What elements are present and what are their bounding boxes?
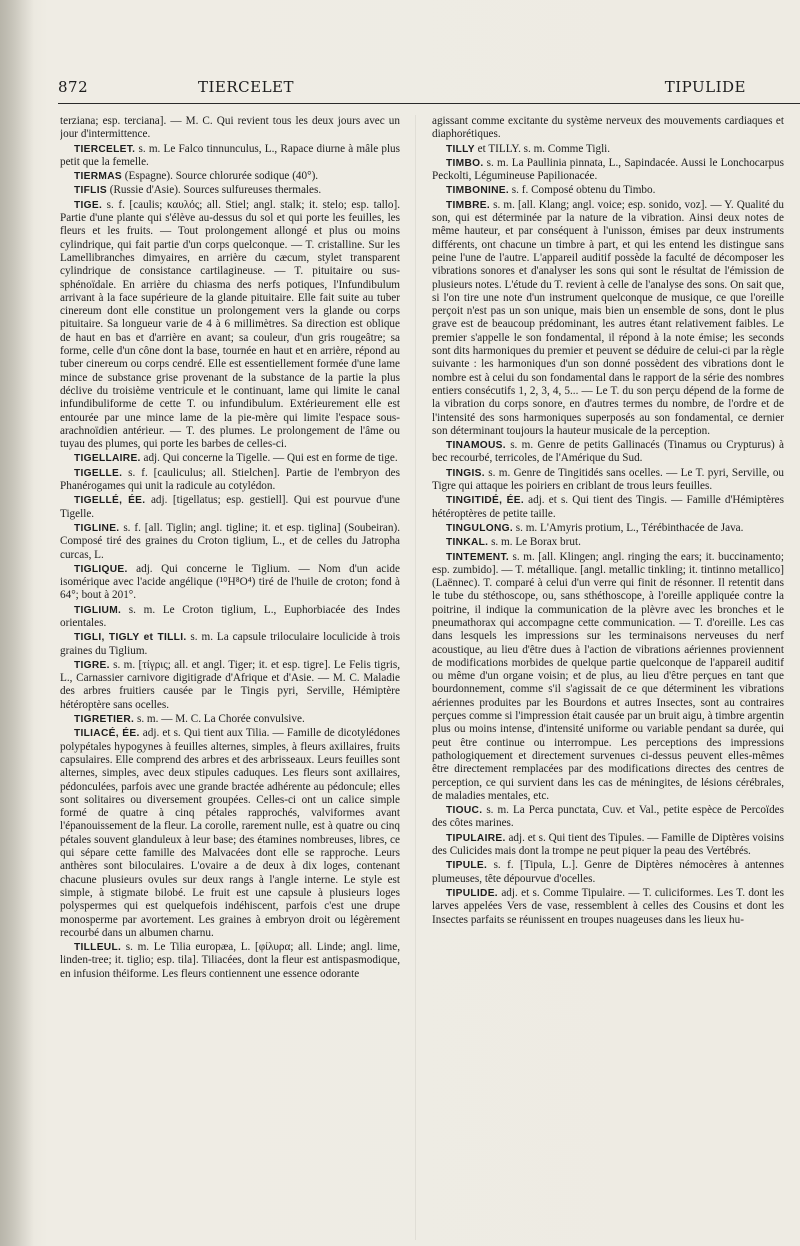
entry-text: s. f. [cauliculus; all. Stielchen]. Partie de l'embryon des Phanérogames qui unit la radicule au cotylédon.	[60, 466, 400, 493]
entry-text: s. m. La capsule triloculaire loculicide à trois graines du Tiglium.	[60, 631, 400, 657]
dictionary-entry	[432, 859, 784, 886]
dictionary-entry	[60, 522, 400, 562]
dictionary-entry	[432, 887, 784, 927]
dictionary-entry	[432, 143, 784, 156]
dictionary-entry	[432, 832, 784, 859]
entry-headword: TIGELLAIRE.	[74, 453, 141, 465]
entry-headword: TINGIS.	[446, 467, 485, 479]
dictionary-entry	[60, 941, 400, 981]
dictionary-entry	[60, 115, 400, 142]
dictionary-entry	[60, 143, 400, 170]
entry-headword: TINTEMENT.	[446, 551, 509, 563]
entry-text: terziana; esp. terciana]. — M. C. Qui revient tous les deux jours avec un jour d'intermittence.	[60, 115, 400, 141]
entry-headword: TINKAL.	[446, 537, 489, 549]
entry-text: agissant comme excitante du système nerveux des mouvements cardiaques et diaphorétiques.	[432, 115, 784, 141]
entry-headword: TINGITIDÉ, ÉE.	[446, 495, 524, 507]
dictionary-entry	[432, 522, 784, 535]
entry-text: adj. et s. Qui tient aux Tilia. — Famille de dicotylédones polypétales hypogynes à feuilles alternes, simples, à fleurs axillaires, fruits capsulaires. Elle comprend des arbres et des arbrisseaux. Leurs feuilles sont alternes, simples, avec deux stipules caduques. Les fleurs sont axillaires, pédonculées, parfois avec une grande bractée adhérente au pédoncule; elles sont solitaires ou diversement groupées. Celles-ci ont un calice simple formé de quatre à cinq pétales rapprochés, valviformes avant l'épanouissement de la fleur. La corolle, rarement nulle, est à quatre ou cinq pétales souvent glanduleux à leur base; des étamines nombreuses, libres, ce qui sépare cette famille des Malvacées dont elle se rapproche. Leurs anthères sont biloculaires. L'ovaire a de deux à dix loges, contenant chacune plusieurs ovules sur deux rangs à l'angle interne. Le style est simple, à stigmate bilobé. Le fruit est une capsule à plusieurs loges polyspermes qui est quelquefois indéhiscent, parfois c'est une drupe monosperme par avortement. Les graines à embryon droit ou légèrement recourbé dans un albumen charnu.	[60, 727, 400, 939]
entry-headword: TIFLIS	[74, 185, 107, 197]
entry-text: s. m. Le Croton tiglium, L., Euphorbiacée des Indes orientales.	[60, 603, 400, 629]
entry-headword: TIMBONINE.	[446, 185, 509, 197]
entry-headword: TIOUC.	[446, 805, 483, 817]
entry-headword: TIGLIUM.	[74, 604, 122, 616]
entry-headword: TILIACÉ, ÉE.	[74, 728, 140, 740]
entry-headword: TIMBO.	[446, 157, 484, 169]
entry-text: adj. [tigellatus; esp. gestiell]. Qui est pourvue d'une Tigelle.	[60, 494, 400, 520]
dictionary-entry	[60, 467, 400, 494]
entry-headword: TIGRETIER.	[74, 714, 135, 726]
entry-headword: TIPULE.	[446, 860, 488, 872]
entry-text: s. m. [all. Klingen; angl. ringing the ears; it. buccinamento; esp. zumbido]. — T. métallique. [angl. metallic tinkling; it. tintinno metallico] (Laënnec). T. comparé à celui d'un verre qui finit de résonner. Il retentit dans le tube du stéthoscope, ou, sans sthéthoscope, à l'oreille appliquée contre la poitrine, il indique la communication de la plèvre avec les bronches et le pneumathorax qui accompagne cette communication. — T. d'oreille. Les cas dans lesquels les impressions sur les terminaisons nerveuses du nerf acoustique, au lieu d'être dues à l'action de vibrations aériennes proviennent de modifications morbides de quelque partie quelconque de l'appareil auditif ou même d'un organe voisin; et de plus, au lieu d'être perçues en tant que bourdonnement, comme s'il s'agissait de ce que déterminent les vibrations aériennes produites par les Bourdons et autres Insectes, sont au contraires perçues comme si l'impression était causée par un bruit aigu, à timbre argentin plus ou moins intense, d'intensité uniforme ou variable pendant sa durée, qui peut être continue ou interrompue. Les perceptions des impressions pathologiquement et directement survenues ci-dessus peuvent elles-mêmes être directement remplacées par des modifications directes des centres de perception, ce qui survient dans les cas de méningites, de lésions cérébrales, de maladies mentales, etc.	[432, 550, 784, 802]
right-running-head: TIPULIDE	[664, 78, 746, 96]
entry-text: s. m. L'Amyris protium, L., Térébinthacée de Java.	[515, 521, 744, 534]
entry-headword: TIMBRE.	[446, 199, 490, 211]
entry-text: s. m. La Paullinia pinnata, L., Sapindacée. Aussi le Lonchocarpus Peckolti, Légumineuse Papilionacée.	[432, 156, 784, 183]
binding-shadow	[0, 0, 34, 1246]
header-rule	[58, 103, 800, 104]
dictionary-entry	[432, 536, 784, 549]
left-column	[60, 115, 400, 1240]
entry-headword: TIGLI, TIGLY et TILLI.	[74, 632, 187, 644]
page-number: 872	[58, 78, 89, 96]
entry-text: (Espagne). Source chlorurée sodique (40°).	[124, 170, 319, 183]
right-column	[432, 115, 784, 1240]
running-header	[58, 78, 794, 100]
dictionary-entry	[60, 170, 400, 183]
dictionary-entry	[432, 551, 784, 804]
entry-headword: TIPULIDE.	[446, 887, 498, 899]
entry-text: s. f. [Tipula, L.]. Genre de Diptères némocères à antennes plumeuses, tête dépourvue d'ocelles.	[432, 859, 784, 885]
dictionary-entry	[432, 115, 784, 142]
entry-headword: TIERMAS	[74, 171, 122, 183]
entry-headword: TINAMOUS.	[446, 440, 506, 452]
entry-headword: TIGLIQUE.	[74, 563, 128, 575]
entry-text: s. m. — M. C. La Chorée convulsive.	[136, 713, 305, 726]
entry-headword: TINGULONG.	[446, 522, 513, 534]
entry-text: s. f. [all. Tiglin; angl. tigline; it. et esp. tiglina] (Soubeiran). Composé tiré des graines du Croton tiglium, L., et de celles du Jatropha curcas, L.	[60, 521, 400, 561]
entry-text: s. f. Composé obtenu du Timbo.	[511, 184, 656, 197]
dictionary-entry	[432, 494, 784, 521]
entry-text: adj. Qui concerne le Tiglium. — Nom d'un acide isomérique avec l'acide angélique (¹⁰H⁸O⁴) tiré de l'huile de croton; fond à 64°; bout à 201°.	[60, 562, 400, 602]
entry-headword: TILLY	[446, 143, 475, 155]
dictionary-entry	[432, 184, 784, 197]
entry-text: s. m. [all. Klang; angl. voice; esp. sonido, voz]. — Y. Qualité du son, qui est déterminée par la nature de la vibration. Ainsi deux notes de même hauteur, et par conséquent à l'unisson, émises par deux instruments différents, ont chacune un timbre à part, et qui les entend les distingue sans peine l'une de l'autre. L'appareil auditif possède la faculté de décomposer les vibrations sonores et d'analyser les sons qui sont le résultat de l'émission de plusieurs notes. L'étude du T. revient à celle de l'analyse des sons. On sait que, si l'on tire une note d'un instrument quelconque de musique, ce que l'oreille perçoit n'est pas un son unique, mais bien un ensemble de sons, dont le plus grave est de beaucoup prédominant, les autres étant relativement faibles. Le premier s'appelle le son fondamental, il répond à la note émise; les seconds sont dits harmoniques du premier et peuvent se déduire de celui-ci par la règle suivante : les harmoniques d'un son donné possèdent des vibrations dont le nombre est à celui du son fondamental dans le rapport de la série des nombres entiers consécutifs 1, 2, 3, 4, 5... — Le T. du son perçu dépend de la forme de la vibration du corps sonore, en d'autres termes du nombre, de l'ordre et de l'intensité des sons harmoniques superposés au son fondamental, ce dernier son déterminant toujours la hauteur musicale de la perception.	[432, 198, 784, 437]
dictionary-entry	[60, 713, 400, 726]
entry-text: adj. et s. Comme Tipulaire. — T. culiciformes. Les T. dont les larves appelées Vers de vase, ressemblent à celles des Cousins et dont les Insectes parfaits se réunissent en troupes nuageuses dans les lieux hu-	[432, 886, 784, 926]
entry-headword: TILLEUL.	[74, 942, 122, 954]
dictionary-entry	[60, 631, 400, 658]
entry-text: s. m. Genre de petits Gallinacés (Tinamus ou Crypturus) à bec recourbé, terricoles, de l'Amérique du Sud.	[432, 439, 784, 465]
dictionary-entry	[432, 804, 784, 831]
dictionary-entry	[60, 199, 400, 452]
dictionary-entry	[60, 452, 400, 465]
dictionary-entry	[60, 727, 400, 940]
dictionary-entry	[60, 659, 400, 712]
entry-text: s. m. Le Borax brut.	[491, 536, 581, 549]
entry-text: (Russie d'Asie). Sources sulfureuses thermales.	[109, 184, 322, 197]
dictionary-entry	[60, 604, 400, 631]
entry-text: adj. et s. Qui tient des Tingis. — Famille d'Hémiptères hétéroptères de petite taille.	[432, 494, 784, 520]
entry-text: s. m. [τίγρις; all. et angl. Tiger; it. et esp. tigre]. Le Felis tigris, L., Carnassier carnivore digitigrade d'Afrique et d'Asie. — M. C. Maladie des arbres fruitiers causée par le Tingis pyri, Serville, Hémiptère hétéroptère sans ocelles.	[60, 658, 400, 711]
entry-headword: TIERCELET.	[74, 143, 136, 155]
dictionary-entry	[432, 157, 784, 184]
dictionary-entry	[432, 467, 784, 494]
dictionary-entry	[60, 563, 400, 603]
entry-text: adj. et s. Qui tient des Tipules. — Famille de Diptères voisins des Culicides mais dont la trompe ne peut piquer la peau des Vertébrés.	[432, 831, 784, 858]
entry-headword: TIPULAIRE.	[446, 832, 506, 844]
entry-headword: TIGLINE.	[74, 522, 120, 534]
column-gutter	[415, 115, 416, 1240]
entry-text: s. m. Le Falco tinnunculus, L., Rapace diurne à mâle plus petit que la femelle.	[60, 142, 400, 168]
entry-text: s. f. [caulis; καυλός; all. Stiel; angl. stalk; it. stelo; esp. tallo]. Partie d'une plante qui s'élève au-dessus du sol et qui porte les feuilles, les fleurs et les fruits. — Tout prolongement allongé et plus ou moins cylindrique, qui fait partie d'un corps quelconque. — T. cristalline. Sur les Lamellibranches dimyaires, en arrière du cæcum, stylet transparent cylindrique de consistance cartilagineuse. — T. pituitaire ou sus-sphénoïdale. En arrière du chiasma des nerfs potiques, l'Infundibulum arrivant à la face supérieure de la glande pituitaire. Elle fait suite au tuber cinereum dont elle constitue un prolongement vers la glande ou corps pituitaire. Sa longueur varie de 4 à 6 millimètres. Sa direction est oblique de haut en bas et d'arrière en avant; sa couleur, d'un gris rougeâtre; sa forme, celle d'un cône dont la base, tournée en haut et en arrière, répond au tuber cinereum ou corps cendré. Elle est essentiellement formée d'une lame mince de substance grise provenant de la substance de la partie la plus déclive du troisième ventricule et le continuant, lame qui limite le canal infundibuliforme de cette T. ou infundibulum. Extérieurement elle est entourée par une mince lame de la pie-mère qui limite l'espace sous-arachnoïdien antérieur. — T. des plumes. Le prolongement de l'âme ou tuyau des plumes, qui porte les barbes de celles-ci.	[60, 198, 400, 451]
entry-text: s. m. Genre de Tingitidés sans ocelles. — Le T. pyri, Serville, ou Tigre qui attaque les poiriers en criblant de trous leurs feuilles.	[432, 466, 784, 493]
entry-headword: TIGELLE.	[74, 467, 123, 479]
entry-headword: TIGRE.	[74, 659, 110, 671]
dictionary-entry	[432, 199, 784, 438]
dictionary-entry	[432, 439, 784, 466]
entry-text: s. m. Le Tilia europæa, L. [φίλυρα; all. Linde; angl. lime, linden-tree; it. tiglio; esp. tila]. Tiliacées, dont la fleur est antispasmodique, en infusion théiforme. Les fleurs contiennent une essence odorante	[60, 941, 400, 980]
entry-text: et TILLY. s. m. Comme Tigli.	[477, 142, 611, 155]
entry-headword: TIGELLÉ, ÉE.	[74, 495, 146, 507]
entry-headword: TIGE.	[74, 199, 103, 211]
entry-text: adj. Qui concerne la Tigelle. — Qui est en forme de tige.	[143, 452, 398, 465]
dictionary-entry	[60, 494, 400, 521]
dictionary-entry	[60, 184, 400, 197]
entry-text: s. m. La Perca punctata, Cuv. et Val., petite espèce de Percoïdes des côtes marines.	[432, 804, 784, 830]
left-running-head: TIERCELET	[198, 78, 295, 96]
